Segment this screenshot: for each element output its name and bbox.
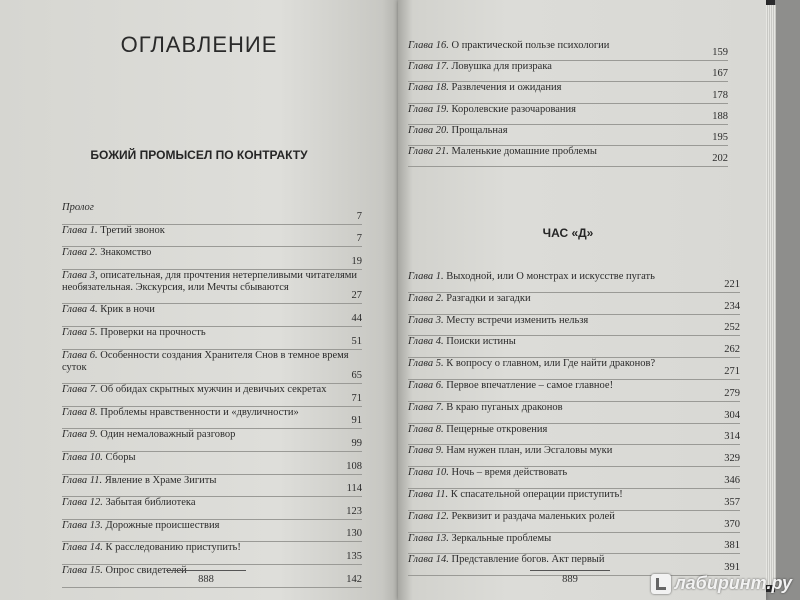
toc-entry-label: Глава 19. bbox=[408, 103, 449, 115]
toc-entry-title: Третий звонок bbox=[100, 224, 165, 236]
toc-entry-title: В краю пуганых драконов bbox=[446, 401, 563, 413]
toc-entry bbox=[408, 61, 728, 82]
toc-entry-title: Забытая библиотека bbox=[105, 497, 196, 509]
toc-entry bbox=[62, 202, 362, 225]
toc-entry-page: 370 bbox=[724, 518, 740, 530]
toc-entry-title: Особенности создания Хранителя Снов в темное время bbox=[100, 349, 349, 361]
toc-entry-label: Глава 5. bbox=[62, 326, 98, 338]
toc-entry bbox=[408, 511, 740, 533]
toc-entry-label: Глава 8. bbox=[62, 406, 98, 418]
toc-entry-page: 357 bbox=[724, 496, 740, 508]
toc-entry-title: К расследованию приступить! bbox=[105, 542, 241, 554]
toc-entry-title: Месту встречи изменить нельзя bbox=[446, 314, 589, 326]
toc-entry-page: 271 bbox=[724, 365, 740, 377]
toc-entry-label: Глава 3, bbox=[62, 269, 98, 281]
toc-entry-page: 123 bbox=[346, 505, 362, 517]
toc-entry bbox=[62, 225, 362, 248]
toc-entry bbox=[408, 315, 740, 337]
toc-entry-title: необязательная. Экскурсия, или Мечты сбываются bbox=[62, 281, 289, 293]
toc-entry bbox=[62, 520, 362, 543]
toc-entry-label: Глава 9. bbox=[408, 445, 444, 457]
toc-entry-page: 135 bbox=[346, 550, 362, 562]
toc-entry-label: Глава 4. bbox=[62, 304, 98, 316]
toc-entry-page: 178 bbox=[712, 89, 728, 101]
toc-entry bbox=[62, 270, 362, 305]
toc-list-right-top bbox=[408, 40, 728, 167]
labirint-logo-icon bbox=[651, 574, 671, 594]
toc-entry bbox=[408, 424, 740, 446]
toc-entry bbox=[408, 125, 728, 146]
toc-entry bbox=[408, 40, 728, 61]
toc-entry-title: К спасательной операции приступить! bbox=[450, 488, 623, 500]
toc-entry-page: 71 bbox=[351, 392, 362, 404]
toc-entry bbox=[408, 271, 740, 293]
toc-entry-label: Глава 2. bbox=[62, 247, 98, 259]
toc-entry-label: Глава 16. bbox=[408, 40, 449, 51]
toc-entry-label: Глава 10. bbox=[408, 467, 449, 479]
toc-entry-title: Первое впечатление – самое главное! bbox=[446, 379, 614, 391]
toc-entry-page: 262 bbox=[724, 344, 740, 356]
toc-entry-title: Ловушка для призрака bbox=[451, 61, 552, 73]
toc-entry-title: Опрос свидетелей bbox=[105, 564, 187, 576]
toc-entry-label: Глава 8. bbox=[408, 423, 444, 435]
toc-entry-label: Глава 1. bbox=[408, 271, 444, 282]
toc-entry-label: Глава 6. bbox=[408, 379, 444, 391]
toc-entry bbox=[62, 350, 362, 385]
toc-entry-label: Глава 11. bbox=[408, 488, 449, 500]
toc-entry-page: 7 bbox=[356, 233, 362, 245]
toc-entry bbox=[408, 104, 728, 125]
toc-entry bbox=[62, 304, 362, 327]
toc-entry bbox=[408, 380, 740, 402]
toc-entry bbox=[408, 533, 740, 555]
toc-entry-label: Глава 13. bbox=[62, 519, 103, 531]
toc-entry bbox=[408, 358, 740, 380]
toc-entry-page: 19 bbox=[351, 255, 362, 267]
toc-entry-label: Глава 14. bbox=[408, 554, 449, 566]
toc-entry-page: 279 bbox=[724, 387, 740, 399]
toc-entry bbox=[408, 293, 740, 315]
toc-entry-label: Глава 2. bbox=[408, 292, 444, 304]
toc-entry-title: описательная, для прочтения нетерпеливыми читателями bbox=[100, 269, 358, 281]
toc-entry bbox=[62, 407, 362, 430]
toc-entry bbox=[62, 475, 362, 498]
toc-entry-page: 130 bbox=[346, 528, 362, 540]
toc-entry-title: Маленькие домашние проблемы bbox=[451, 145, 597, 157]
toc-entry-page: 252 bbox=[724, 322, 740, 334]
toc-entry-label: Глава 7. bbox=[408, 401, 444, 413]
toc-entry-title: Королевские разочарования bbox=[451, 103, 577, 115]
toc-entry-page: 381 bbox=[724, 540, 740, 552]
toc-entry-page: 167 bbox=[712, 68, 728, 80]
toc-entry-label: Глава 18. bbox=[408, 82, 449, 94]
section-title-left: БОЖИЙ ПРОМЫСЕЛ ПО КОНТРАКТУ bbox=[90, 148, 308, 162]
toc-entry-label: Глава 12. bbox=[408, 510, 449, 522]
toc-entry bbox=[62, 497, 362, 520]
toc-entry-page: 7 bbox=[356, 210, 362, 222]
toc-entry-label: Глава 21. bbox=[408, 145, 449, 157]
toc-entry-page: 188 bbox=[712, 110, 728, 122]
toc-list-left bbox=[62, 202, 362, 588]
toc-entry bbox=[408, 82, 728, 103]
toc-heading: ОГЛАВЛЕНИЕ bbox=[120, 32, 278, 57]
toc-entry-title: Прощальная bbox=[451, 124, 508, 136]
toc-entry-title: Проверки на прочность bbox=[100, 326, 206, 338]
toc-entry-label: Глава 17. bbox=[408, 61, 449, 73]
toc-entry-label: Глава 4. bbox=[408, 336, 444, 348]
toc-entry-label: Глава 13. bbox=[408, 532, 449, 544]
toc-entry-page: 314 bbox=[724, 431, 740, 443]
toc-entry-page: 346 bbox=[724, 474, 740, 486]
toc-entry-page: 202 bbox=[712, 153, 728, 165]
toc-entry-label: Глава 20. bbox=[408, 124, 449, 136]
toc-entry-label: Глава 3. bbox=[408, 314, 444, 326]
toc-entry bbox=[62, 384, 362, 407]
toc-entry-label: Глава 6. bbox=[62, 349, 98, 361]
toc-entry-page: 329 bbox=[724, 453, 740, 465]
toc-entry-page: 114 bbox=[346, 483, 362, 495]
toc-entry bbox=[408, 445, 740, 467]
toc-entry-title: О практической пользе психологии bbox=[451, 40, 610, 51]
toc-entry-title: Зеркальные проблемы bbox=[451, 532, 552, 544]
toc-entry-title: Знакомство bbox=[100, 247, 152, 259]
toc-entry-page: 195 bbox=[712, 131, 728, 143]
toc-entry-page: 108 bbox=[346, 460, 362, 472]
toc-entry-page: 91 bbox=[351, 415, 362, 427]
toc-entry-page: 99 bbox=[351, 437, 362, 449]
toc-entry-title: Реквизит и раздача маленьких ролей bbox=[451, 510, 615, 522]
toc-entry bbox=[408, 336, 740, 358]
toc-entry-page: 27 bbox=[351, 290, 362, 302]
toc-entry-label: Глава 7. bbox=[62, 384, 98, 396]
toc-entry-title: Нам нужен план, или Эсгаловы муки bbox=[446, 445, 613, 457]
toc-entry-page: 391 bbox=[724, 562, 740, 574]
toc-entry-title: Разгадки и загадки bbox=[446, 292, 531, 304]
toc-entry-label: Глава 12. bbox=[62, 497, 103, 509]
toc-entry-label: Глава 1. bbox=[62, 224, 98, 236]
toc-entry-label: Глава 15. bbox=[62, 564, 103, 576]
toc-entry bbox=[62, 452, 362, 475]
toc-entry bbox=[408, 146, 728, 167]
toc-entry-title: Сборы bbox=[105, 451, 136, 463]
toc-entry bbox=[62, 429, 362, 452]
toc-entry-label: Глава 5. bbox=[408, 358, 444, 370]
toc-entry-title: К вопросу о главном, или Где найти драконов? bbox=[446, 358, 656, 370]
toc-entry-page: 142 bbox=[346, 573, 362, 585]
toc-entry-label: Глава 10. bbox=[62, 451, 103, 463]
toc-entry-title: Представление богов. Акт первый bbox=[451, 554, 605, 566]
toc-entry-page: 65 bbox=[351, 370, 362, 382]
page-edges bbox=[766, 5, 776, 585]
toc-entry-title: Крик в ночи bbox=[100, 304, 155, 316]
toc-entry-label: Пролог bbox=[62, 202, 94, 213]
toc-entry bbox=[408, 467, 740, 489]
toc-entry-title: Дорожные происшествия bbox=[105, 519, 220, 531]
toc-list-right-bottom bbox=[408, 271, 740, 576]
toc-entry bbox=[408, 489, 740, 511]
toc-entry-page: 221 bbox=[724, 278, 740, 290]
watermark-text: лабиринт.ру bbox=[674, 573, 792, 593]
page-number-left: 888 bbox=[176, 574, 236, 585]
toc-entry-title: Пещерные откровения bbox=[446, 423, 548, 435]
toc-entry-page: 51 bbox=[351, 335, 362, 347]
toc-entry-title: Ночь – время действовать bbox=[451, 467, 568, 479]
toc-entry-title: Развлечения и ожидания bbox=[451, 82, 562, 94]
toc-entry-title: Об обидах скрытных мужчин и девичьих секретах bbox=[100, 384, 327, 396]
toc-entry-label: Глава 14. bbox=[62, 542, 103, 554]
toc-entry bbox=[408, 402, 740, 424]
toc-entry-title: Один немаловажный разговор bbox=[100, 429, 236, 441]
toc-entry-page: 159 bbox=[712, 47, 728, 59]
watermark bbox=[651, 573, 792, 594]
toc-entry-page: 234 bbox=[724, 300, 740, 312]
toc-entry bbox=[62, 247, 362, 270]
toc-entry-page: 44 bbox=[351, 312, 362, 324]
toc-entry-title: Выходной, или О монстрах и искусстве пугать bbox=[446, 271, 655, 282]
toc-entry-label: Глава 9. bbox=[62, 429, 98, 441]
toc-entry-title: Явление в Храме Зигиты bbox=[104, 474, 217, 486]
toc-entry-title: Проблемы нравственности и «двуличности» bbox=[100, 406, 299, 418]
page-number-right: 889 bbox=[540, 574, 600, 585]
toc-entry bbox=[62, 327, 362, 350]
toc-entry-page: 304 bbox=[724, 409, 740, 421]
toc-entry-title: Поиски истины bbox=[446, 336, 516, 348]
toc-entry bbox=[62, 542, 362, 565]
toc-entry-label: Глава 11. bbox=[62, 474, 103, 486]
section-title-right: ЧАС «Д» bbox=[542, 226, 594, 240]
toc-entry-title: суток bbox=[62, 361, 87, 373]
